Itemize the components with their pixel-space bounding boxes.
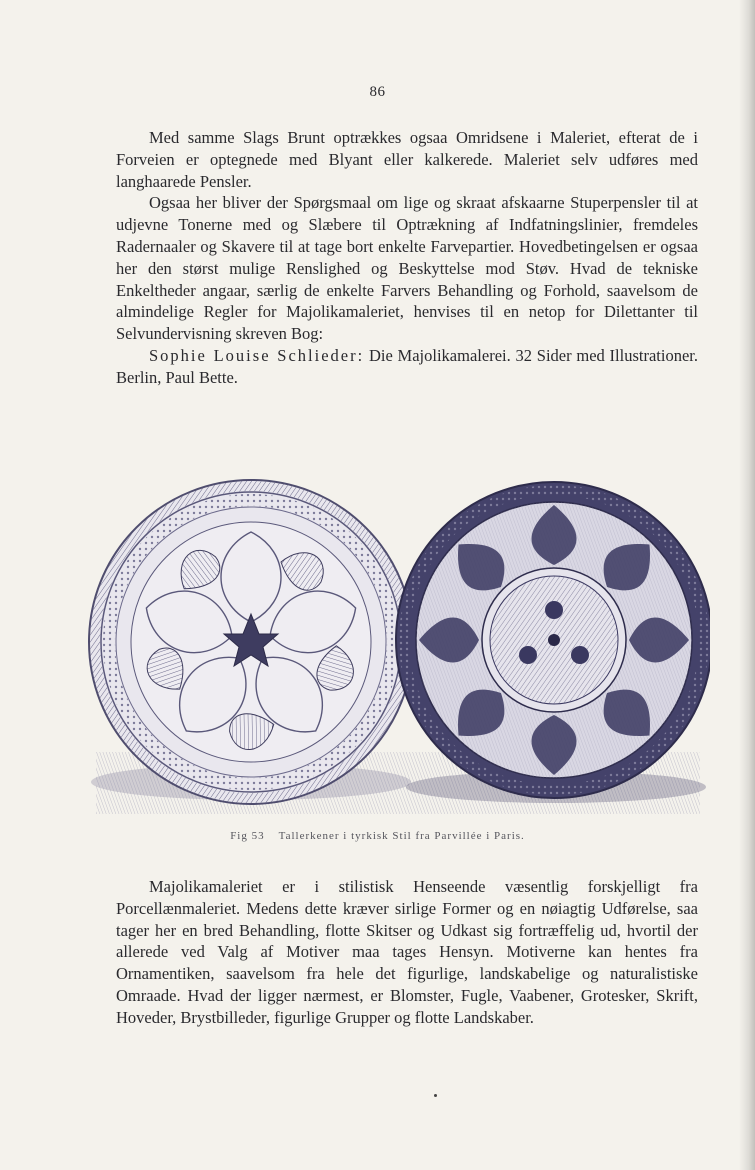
ink-speck	[434, 1094, 437, 1097]
paragraph-outlines: Med samme Slags Brunt optrækkes ogsaa Omridsene i Maleriet, efterat de i Forveien er optegnede med Blyant eller kalkerede. Maleriet selv udføres med langhaarede Pensler.	[116, 128, 698, 191]
paragraph-brushes: Ogsaa her bliver der Spørgsmaal om lige og skraat afskaarne Stuperpensler til at udjevne Tonerne med og Slæbere til Optrækning af Indfatningslinier, fremdeles Radernaaler og Skavere til at tage bort enkelte Farvepartier. Hovedbetingelsen er ogsaa her den størst mulige Renslighed og Beskyttelse mod Støv. Hvad de tekniske Enkeltheder angaar, særlig de enkelte Farvers Behandling og Forhold, saavelsom de almindelige Regler for Majolikamaleriet, henvises til en netop for Dilettanter til Selvundervisning skreven Bog:	[116, 193, 698, 344]
page-number: 86	[369, 84, 386, 100]
figure-label: Fig 53	[230, 830, 265, 842]
book-reference	[116, 345, 698, 389]
left-plate	[89, 480, 413, 804]
figure-caption	[0, 830, 755, 842]
plates-illustration	[86, 452, 710, 824]
reference-details: Die Majolikamalerei. 32 Sider med Illustrationer. Berlin, Paul Bette.	[116, 345, 698, 387]
bottom-text-block	[116, 876, 698, 1029]
paragraph-majolica: Majolikamaleriet er i stilistisk Henseende væsentlig forskjelligt fra Porcellænmaleriet. Medens dette kræver sirlige Former og en nøiagtig Udførelse, saa tager her en bred Behandling, flotte Skitser og Udkast sig fortræffelig ud, hvortil der allerede ved Valg af Motiver maa tages Hensyn. Motiverne kan hentes fra Ornamentiken, saavelsom fra hele det figurlige, landskabelige og naturalistiske Omraade. Hvad der ligger nærmest, er Blomster, Fugle, Vaabener, Grotesker, Skrift, Hoveder, Brystbilleder, figurlige Grupper og flotte Landskaber.	[116, 877, 698, 1027]
page-edge-shadow	[739, 0, 755, 1170]
top-text-block	[116, 127, 698, 389]
figure-caption-text: Tallerkener i tyrkisk Stil fra Parvillée i Paris.	[278, 830, 525, 842]
reference-author: Sophie Louise Schlieder:	[149, 345, 365, 365]
right-plate	[396, 482, 710, 798]
